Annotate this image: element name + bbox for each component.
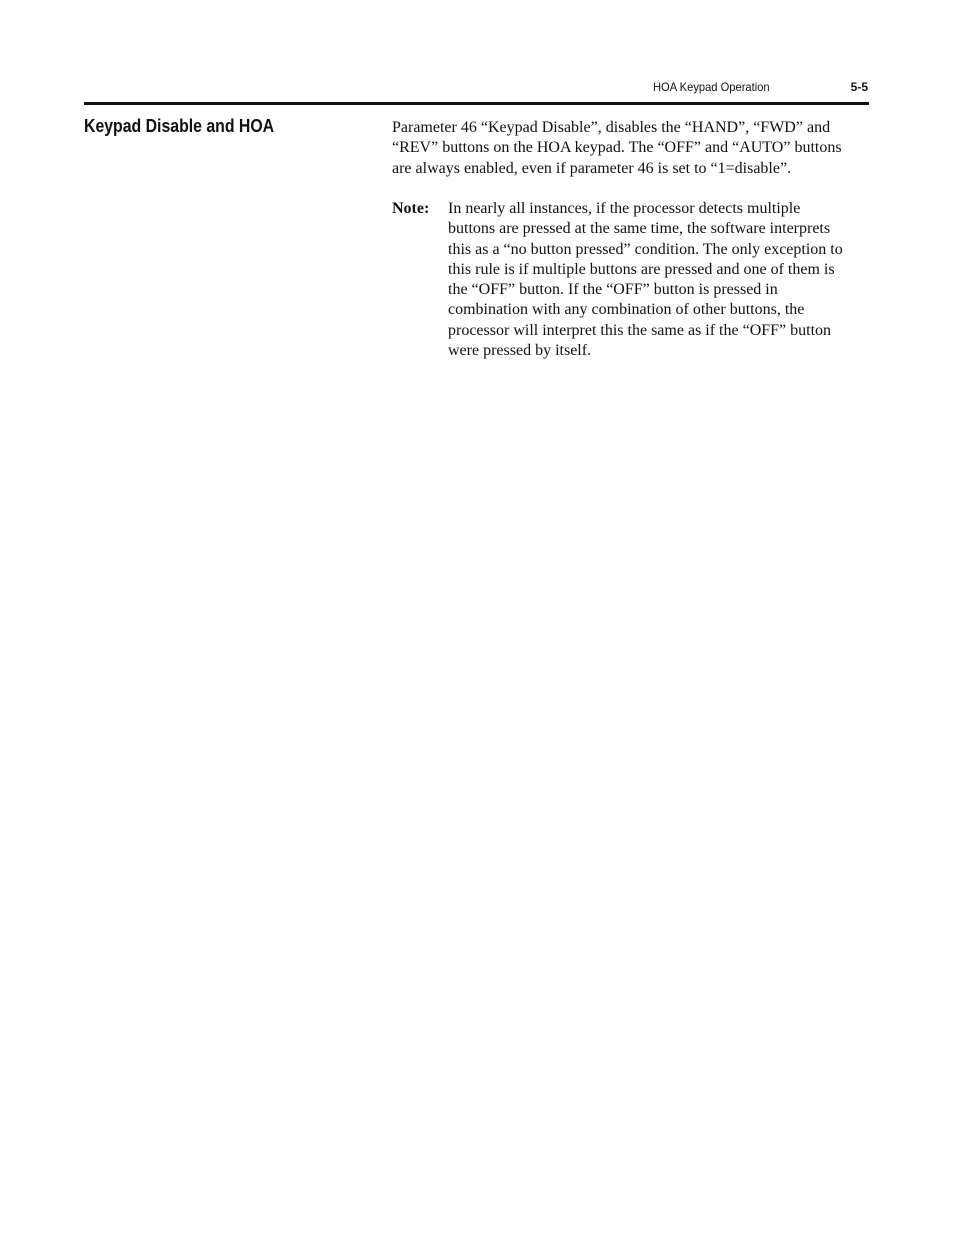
note-line: were pressed by itself. xyxy=(448,342,592,360)
intro-paragraph xyxy=(392,118,872,179)
section-heading: Keypad Disable and HOA xyxy=(84,116,275,136)
note-line: combination with any combination of other buttons, the xyxy=(448,301,805,319)
paragraph-line: “REV” buttons on the HOA keypad. The “OFF” and “AUTO” buttons xyxy=(392,139,842,157)
header-rule xyxy=(84,102,869,105)
note-line: this rule is if multiple buttons are pressed and one of them is xyxy=(448,260,835,278)
running-header xyxy=(0,80,954,98)
paragraph-line: are always enabled, even if parameter 46 is set to “1=disable”. xyxy=(392,159,792,177)
note-line: In nearly all instances, if the processor detects multiple xyxy=(448,200,801,217)
note-body xyxy=(448,199,872,361)
note-line: the “OFF” button. If the “OFF” button is pressed in xyxy=(448,281,778,299)
note-line: processor will interpret this the same as if the “OFF” button xyxy=(448,321,832,339)
note-line: buttons are pressed at the same time, the software interprets xyxy=(448,220,831,238)
paragraph-line: Parameter 46 “Keypad Disable”, disables the “HAND”, “FWD” and xyxy=(392,119,831,136)
header-title: HOA Keypad Operation xyxy=(653,80,770,94)
page-number: 5-5 xyxy=(850,80,868,94)
note-line: this as a “no button pressed” condition. The only exception to xyxy=(448,240,843,258)
note-label: Note: xyxy=(392,200,430,217)
